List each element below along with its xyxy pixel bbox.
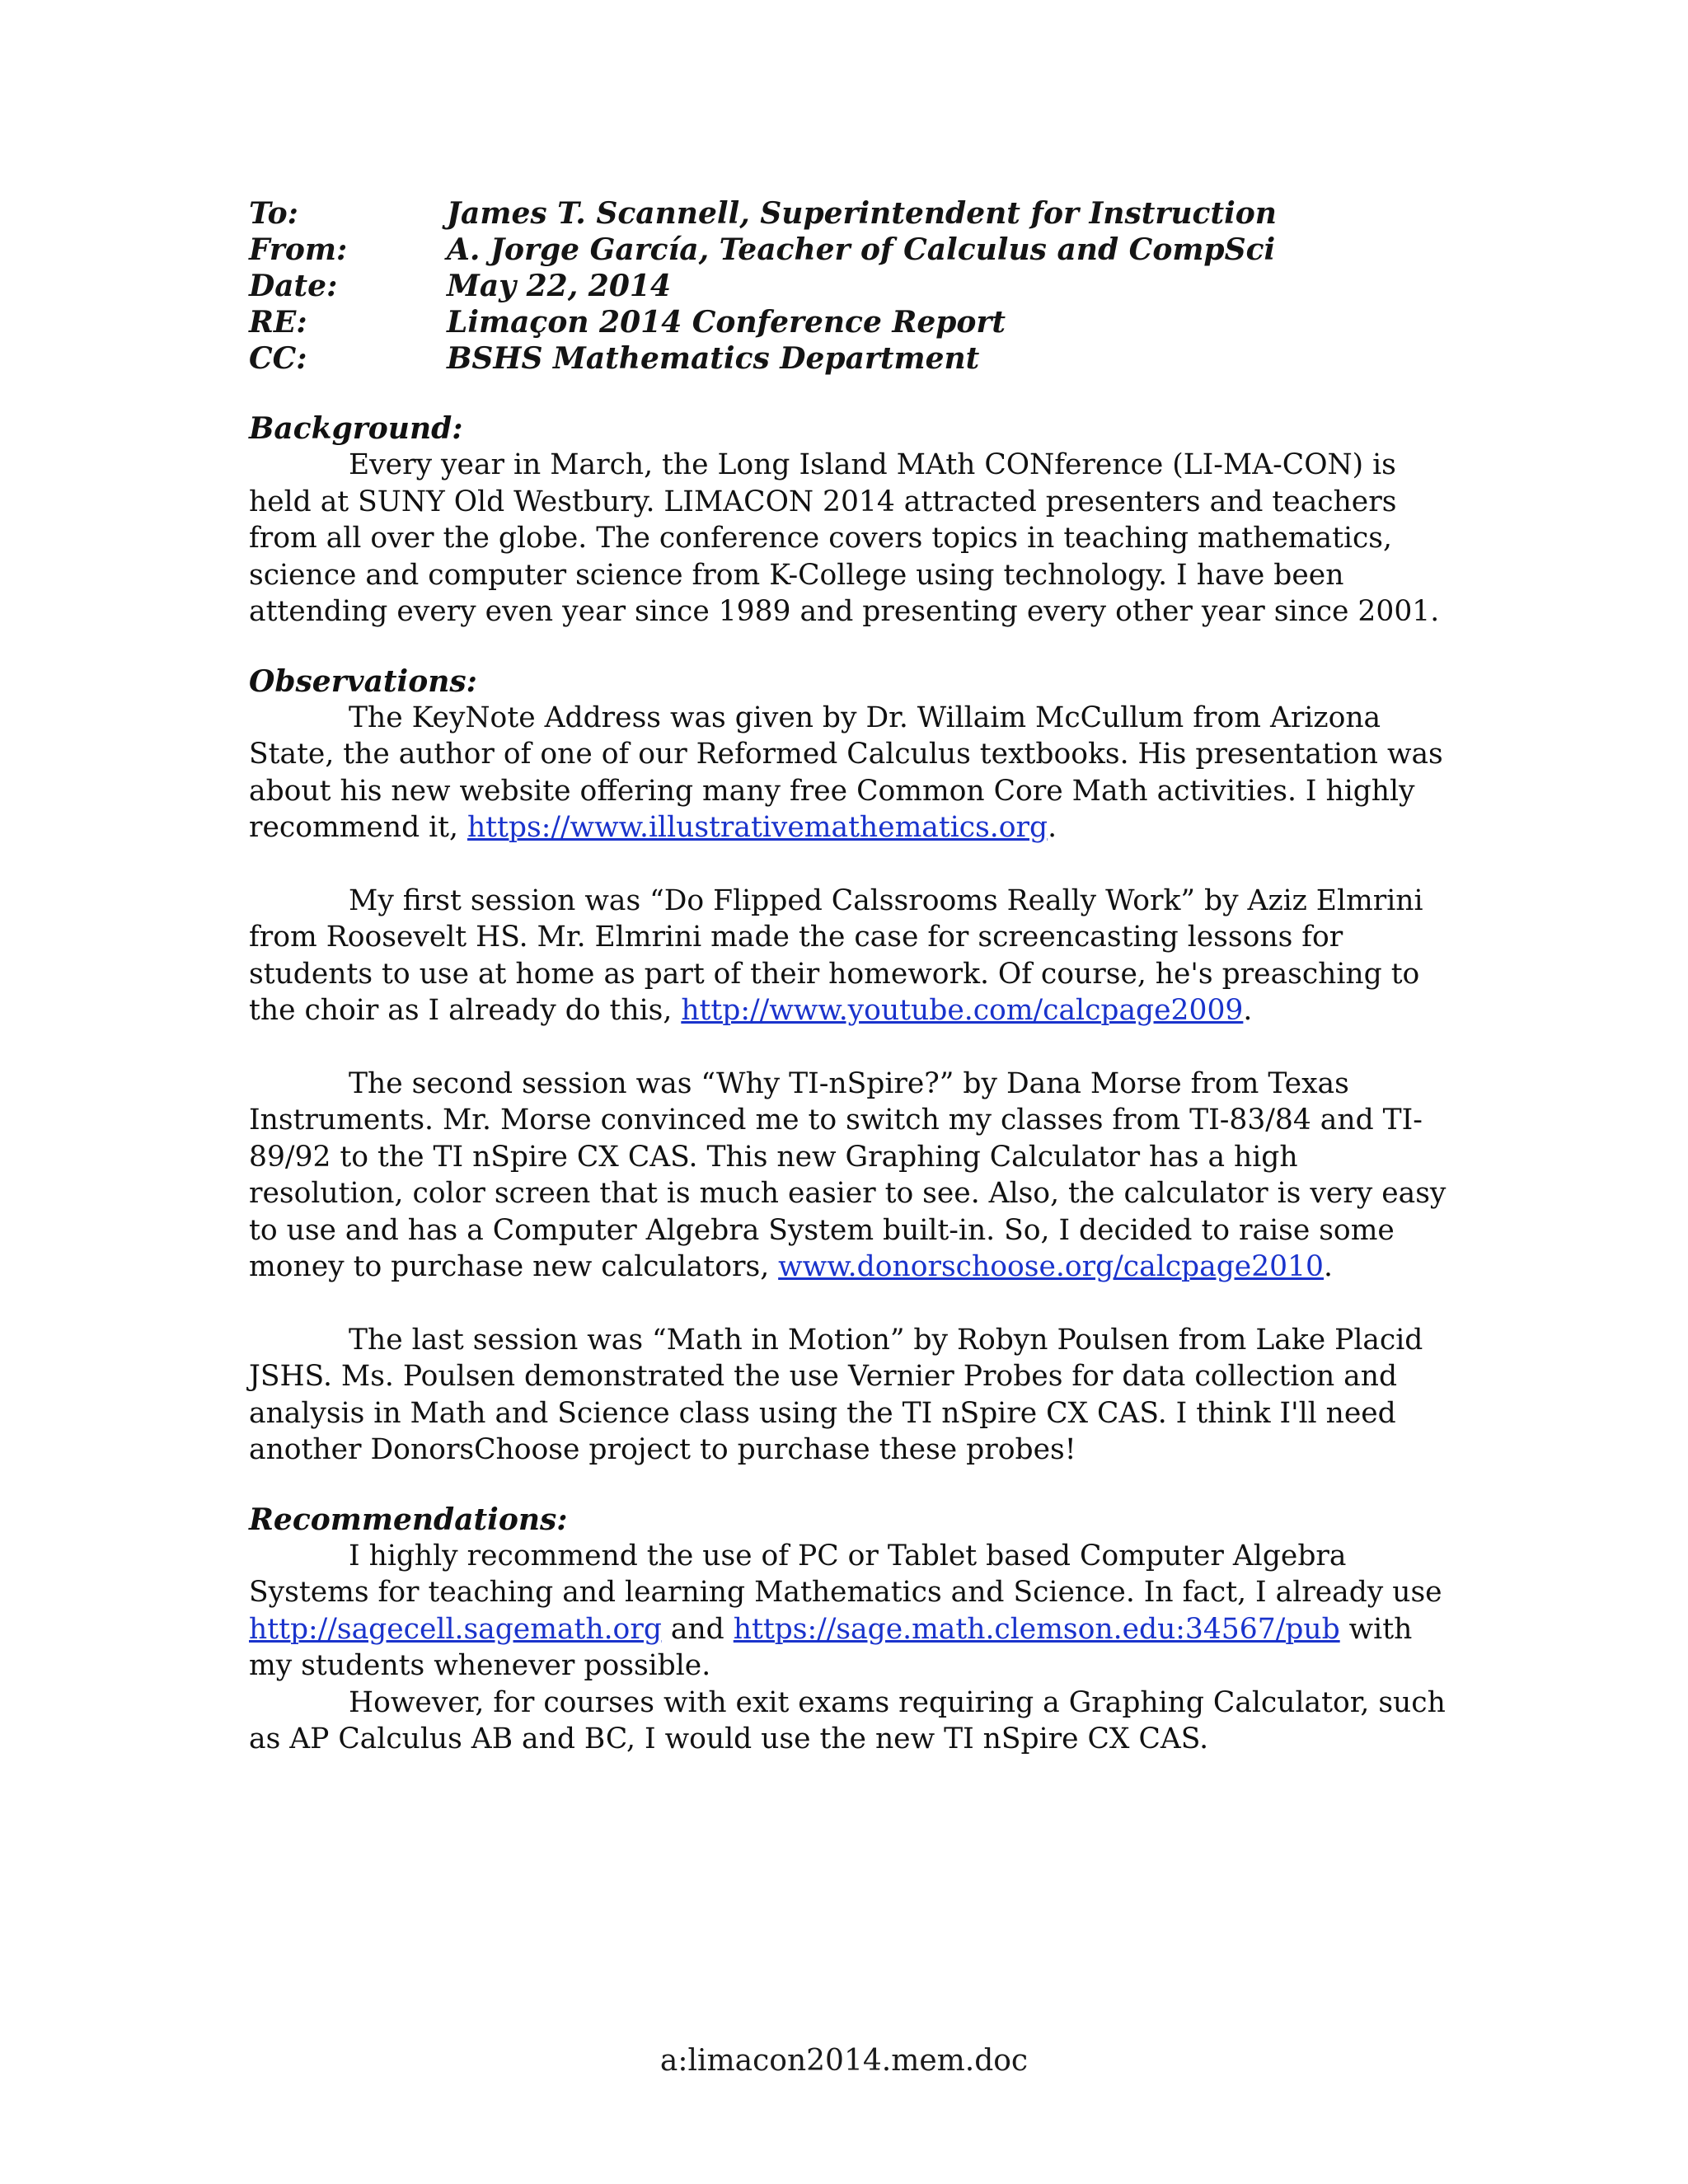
recommendation-paragraph-2: However, for courses with exit exams requiring a Graphing Calculator, such as AP Calculus AB and BC, I would use the new TI nSpire CX CAS. [249,1685,1446,1755]
memo-header-to [249,196,1452,232]
background-section [249,410,1452,630]
paragraph-text: with my students whenever possible. [249,1612,1413,1682]
observation-paragraph-keynote [249,700,1452,846]
header-value: James T. Scannell, Superintendent for Instruction [447,196,1277,231]
header-value: Limaçon 2014 Conference Report [447,305,1006,340]
observations-section [249,663,1452,1469]
youtube-calcpage-link[interactable]: http://www.youtube.com/calcpage2009 [681,994,1244,1027]
document-footer: a:limacon2014.mem.doc [659,2044,1029,2078]
memo-header-cc [249,341,1452,377]
donorschoose-link[interactable]: www.donorschoose.org/calcpage2010 [778,1250,1325,1283]
section-heading: Recommendations: [249,1502,568,1537]
header-value: May 22, 2014 [447,269,671,303]
memo-document [249,196,1452,1758]
clemson-sage-link[interactable]: https://sage.math.clemson.edu:34567/pub [733,1612,1340,1646]
observation-paragraph-session-3: The last session was “Math in Motion” by Robyn Poulsen from Lake Placid JSHS. Ms. Poulsen demonstrated the use Vernier Probes for data collection and analysis in Math and Science class using the TI nSpire CX CAS. I think I'll need another DonorsChoose project to purchase these probes! [249,1323,1423,1466]
header-value: BSHS Mathematics Department [447,341,980,376]
section-heading: Observations: [249,663,477,699]
memo-header [249,196,1452,377]
illustrative-mathematics-link[interactable]: https://www.illustrativemathematics.org [467,811,1048,844]
memo-header-re [249,305,1452,341]
header-label: CC: [249,341,307,376]
paragraph-text: I highly recommend the use of PC or Tablet based Computer Algebra Systems for teaching and learning Mathematics and Science. In fact, I already use [249,1539,1442,1609]
memo-header-from [249,232,1452,269]
section-heading: Background: [249,411,463,446]
paragraph-punctuation: . [1243,994,1253,1027]
sagecell-link[interactable]: http://sagecell.sagemath.org [249,1612,662,1646]
paragraph-text: The KeyNote Address was given by Dr. Willaim McCullum from Arizona State, the author of one of our Reformed Calculus textbooks. His presentation was about his new website offering many free Common Core Math activities. I highly recommend it, [249,701,1443,844]
paragraph-text: and [661,1612,734,1646]
paragraph-text: My first session was “Do Flipped Calssrooms Really Work” by Aziz Elmrini from Roosevelt HS. Mr. Elmrini made the case for screencasting lessons for students to use at home as part of their homework. Of course, he's preasching to the choir as I already do this, [249,883,1423,1027]
observation-paragraph-session-1 [249,883,1452,1029]
recommendation-paragraph-1 [249,1538,1452,1685]
recommendations-section [249,1502,1452,1758]
paragraph-punctuation: . [1048,811,1057,844]
header-value: A. Jorge García, Teacher of Calculus and CompSci [447,232,1276,267]
header-label: RE: [249,305,307,340]
header-label: To: [249,196,298,231]
paragraph-text: The second session was “Why TI-nSpire?” by Dana Morse from Texas Instruments. Mr. Morse convinced me to switch my classes from TI-83/84 and TI-89/92 to the TI nSpire CX CAS. This new Graphing Calculator has a high resolution, color screen that is much easier to see. Also, the calculator is very easy to use and has a Computer Algebra System built-in. So, I decided to raise some money to purchase new calculators, [249,1066,1447,1283]
background-paragraph: Every year in March, the Long Island MAth CONference (LI-MA-CON) is held at SUNY Old Westbury. LIMACON 2014 attracted presenters and teachers from all over the globe. The conference covers topics in teaching mathematics, science and computer science from K-College using technology. I have been attending every even year since 1989 and presenting every other year since 2001. [249,448,1440,628]
memo-header-date [249,269,1452,305]
header-label: Date: [249,269,338,303]
observation-paragraph-session-2 [249,1066,1452,1286]
paragraph-punctuation: . [1324,1250,1333,1283]
header-label: From: [249,232,348,267]
